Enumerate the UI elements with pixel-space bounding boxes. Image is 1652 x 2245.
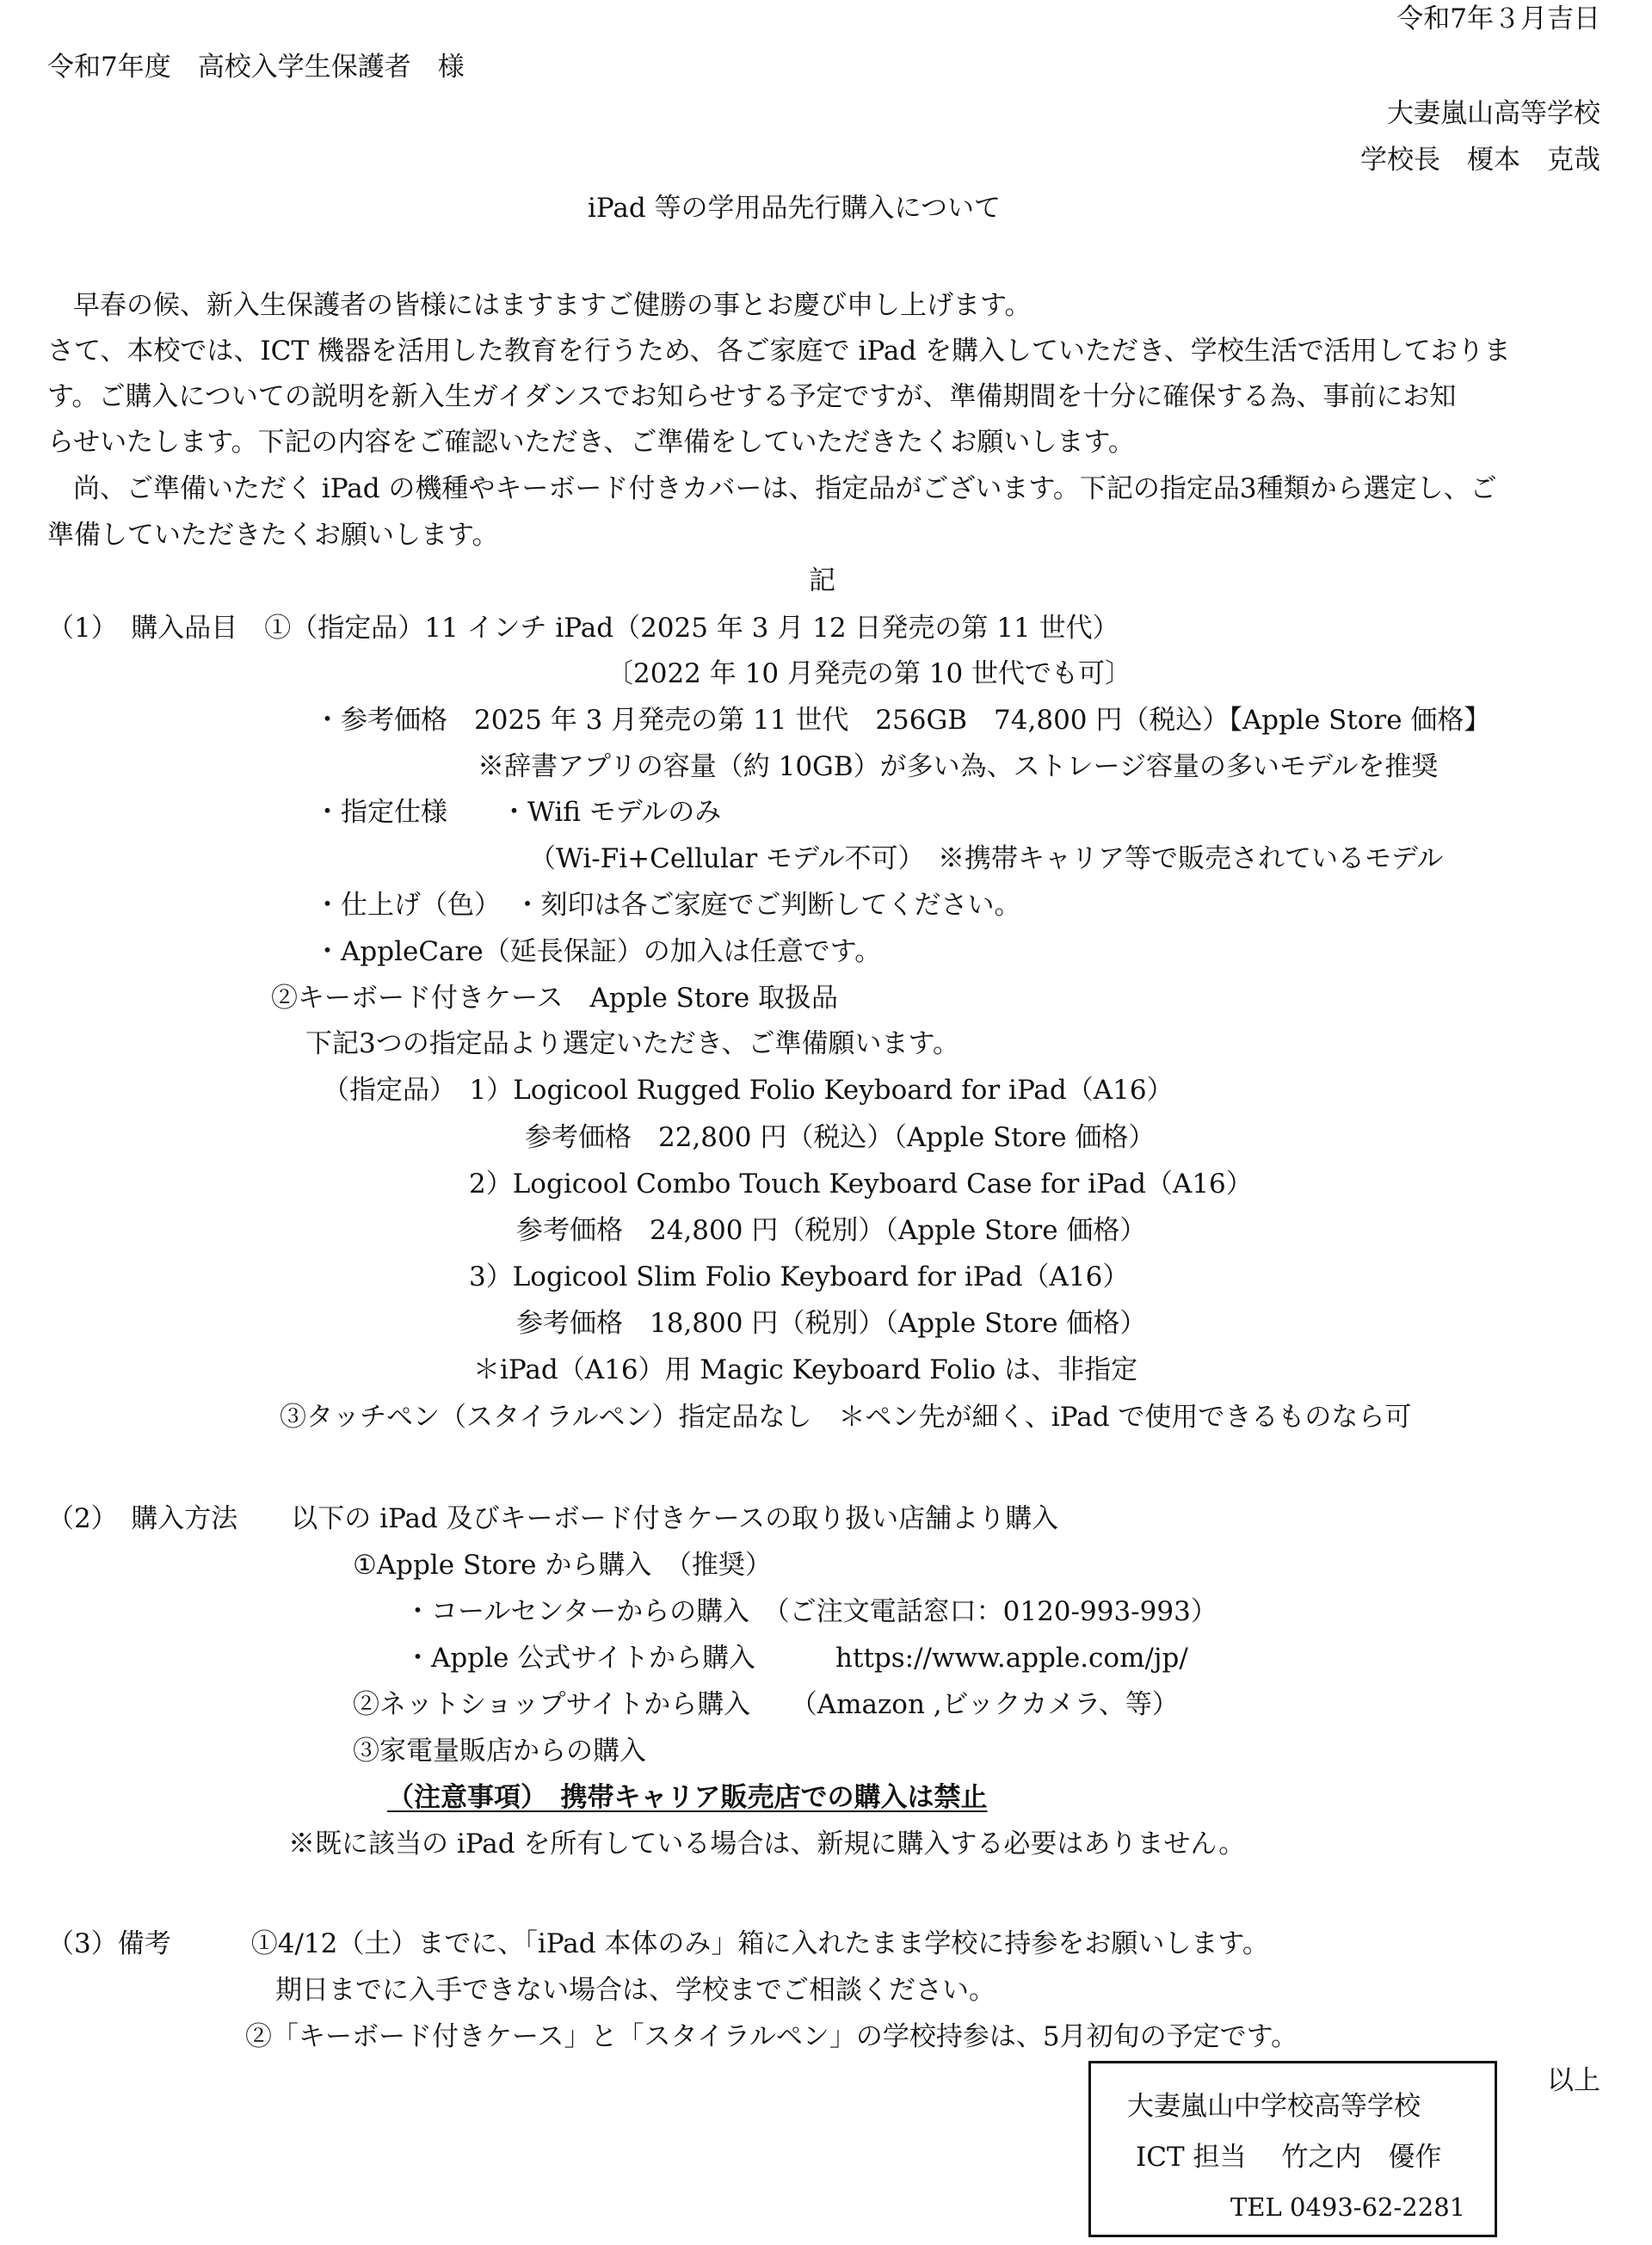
section1-line: 参考価格 18,800 円（税別）（Apple Store 価格）: [516, 1308, 1147, 1339]
body-line: 準備していただきたくお願いします。: [47, 520, 499, 551]
contact-person: ICT 担当 竹之内 優作: [1136, 2142, 1442, 2173]
document-date: 令和7年３月吉日: [1396, 3, 1600, 34]
section1-line: 参考価格 22,800 円（税込）（Apple Store 価格）: [525, 1122, 1156, 1153]
section3-line: 期日までに入手できない場合は、学校までご相談ください。: [275, 1975, 996, 2006]
ki-heading: 記: [809, 565, 835, 596]
ownership-note: ※既に該当の iPad を所有している場合は、新規に購入する必要はありません。: [288, 1829, 1246, 1860]
section2-line: ②ネットショップサイトから購入 （Amazon ,ビックカメラ、等）: [353, 1689, 1179, 1720]
body-line: らせいたします。下記の内容をご確認いただき、ご準備をしていただきたくお願いします。: [47, 427, 1135, 458]
section1-line: ・指定仕様 ・Wifi モデルのみ: [314, 797, 722, 828]
contact-school: 大妻嵐山中学校高等学校: [1127, 2091, 1421, 2122]
body-line: 尚、ご準備いただく iPad の機種やキーボード付きカバーは、指定品がございます。下記の指定品3種類から選定し、ご: [73, 473, 1497, 504]
recipient: 令和7年度 高校入学生保護者 様: [47, 52, 465, 83]
section2-line: ③家電量販店からの購入: [353, 1736, 646, 1767]
section1-line: ③タッチペン（スタイラルペン）指定品なし ＊ペン先が細く、iPad で使用できるものなら可: [280, 1402, 1412, 1433]
section2-line: ①Apple Store から購入 （推奨）: [353, 1550, 772, 1581]
contact-tel: TEL 0493-62-2281: [1230, 2193, 1466, 2222]
caution-notice: （注意事項） 携帯キャリア販売店での購入は禁止: [387, 1782, 988, 1813]
section1-line: 参考価格 24,800 円（税別）（Apple Store 価格）: [516, 1215, 1147, 1246]
section2-line: ・Apple 公式サイトから購入 https://www.apple.com/jp/: [404, 1643, 1188, 1674]
body-line: 早春の候、新入生保護者の皆様にはますますご健勝の事とお慶び申し上げます。: [73, 290, 1032, 321]
section3-line: ②「キーボード付きケース」と「スタイラルペン」の学校持参は、5月初旬の予定です。: [245, 2021, 1298, 2052]
document-title: iPad 等の学用品先行購入について: [588, 193, 1001, 224]
closing-mark: 以上: [1547, 2065, 1600, 2096]
section1-line: ②キーボード付きケース Apple Store 取扱品: [271, 983, 839, 1014]
section2-line: ・コールセンターからの購入 （ご注文電話窓口：0120-993-993）: [404, 1596, 1217, 1627]
section1-line: ・参考価格 2025 年 3 月発売の第 11 世代 256GB 74,800 円（税込）【Apple Store 価格】: [314, 705, 1491, 736]
section1-line: 〔2022 年 10 月発売の第 10 世代でも可〕: [607, 658, 1132, 689]
section1-line: 下記3つの指定品より選定いただき、ご準備願います。: [305, 1028, 960, 1059]
section3-heading: （3）備考 ①4/12（土）までに、「iPad 本体のみ」箱に入れたまま学校に持参をお願いします。: [47, 1928, 1269, 1959]
section1-heading: （1） 購入品目 ①（指定品）11 インチ iPad（2025 年 3 月 12 日発売の第 11 世代）: [47, 613, 1119, 644]
section1-line: ・AppleCare（延長保証）の加入は任意です。: [314, 936, 882, 967]
section2-heading: （2） 購入方法 以下の iPad 及びキーボード付きケースの取り扱い店舗より購入: [47, 1503, 1059, 1534]
school-name: 大妻嵐山高等学校: [1387, 98, 1600, 129]
section1-line: （Wi-Fi+Cellular モデル不可） ※携帯キャリア等で販売されているモデル: [529, 843, 1444, 874]
section1-line: ＊iPad（A16）用 Magic Keyboard Folio は、非指定: [473, 1354, 1138, 1385]
section1-line: （指定品） 1）Logicool Rugged Folio Keyboard for iPad（A16）: [323, 1075, 1174, 1106]
section1-line: 3）Logicool Slim Folio Keyboard for iPad（A16）: [469, 1261, 1130, 1292]
section1-line: ※辞書アプリの容量（約 10GB）が多い為、ストレージ容量の多いモデルを推奨: [478, 751, 1439, 782]
principal-name: 学校長 榎本 克哉: [1360, 145, 1600, 176]
section1-line: 2）Logicool Combo Touch Keyboard Case for iPad（A16）: [469, 1169, 1253, 1200]
body-line: さて、本校では、ICT 機器を活用した教育を行うため、各ご家庭で iPad を購入していただき、学校生活で活用しておりま: [47, 336, 1511, 367]
body-line: す。ご購入についての説明を新入生ガイダンスでお知らせする予定ですが、準備期間を十分に確保する為、事前にお知: [47, 381, 1457, 412]
section1-line: ・仕上げ（色） ・刻印は各ご家庭でご判断してください。: [314, 890, 1021, 921]
